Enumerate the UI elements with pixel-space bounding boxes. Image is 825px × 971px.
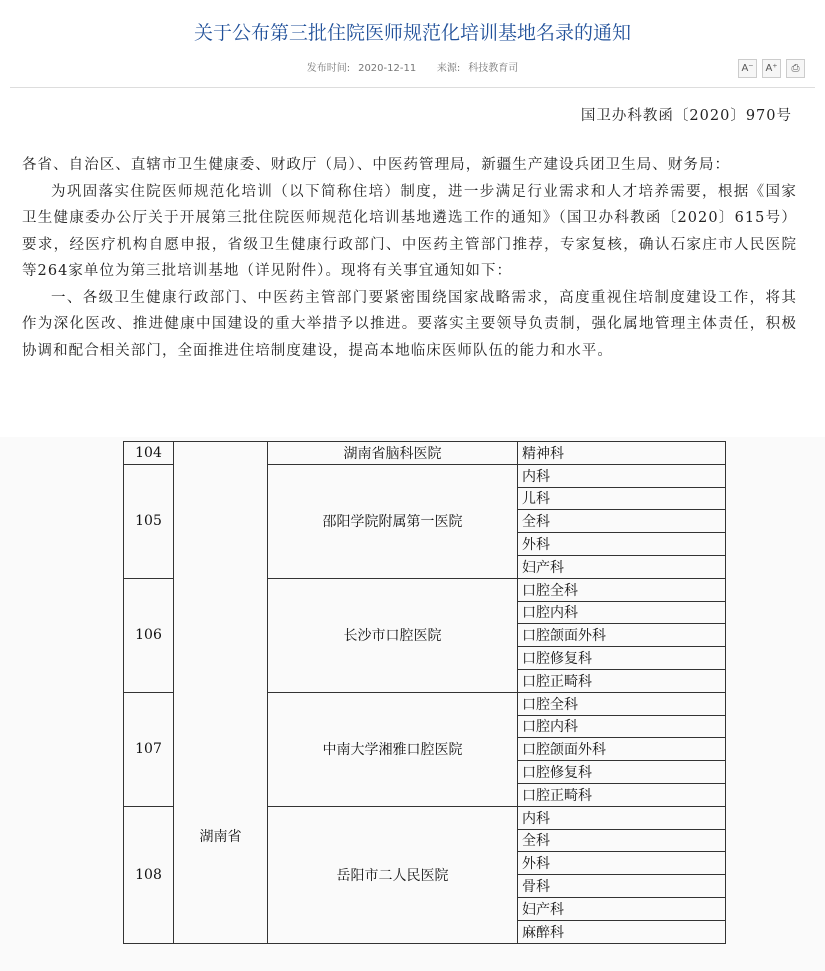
page-title: 关于公布第三批住院医师规范化培训基地名录的通知 — [193, 22, 631, 44]
row-number: 106 — [124, 578, 174, 692]
font-smaller-icon[interactable]: A⁻ — [738, 59, 757, 78]
row-number: 107 — [124, 692, 174, 806]
hospital-name: 邵阳学院附属第一医院 — [268, 464, 518, 578]
base-list-table — [123, 441, 726, 944]
divider — [10, 87, 815, 88]
source-label: 来源: — [436, 63, 461, 74]
department: 口腔全科 — [518, 692, 726, 715]
hospital-name: 长沙市口腔医院 — [268, 578, 518, 692]
hospital-name: 湖南省脑科医院 — [268, 442, 518, 465]
row-number: 108 — [124, 806, 174, 943]
department: 全科 — [518, 829, 726, 852]
row-number: 104 — [124, 442, 174, 465]
doc-number: 国卫办科教函〔2020〕970号 — [580, 108, 792, 124]
department: 口腔全科 — [518, 578, 726, 601]
department: 口腔内科 — [518, 715, 726, 738]
department: 口腔颌面外科 — [518, 738, 726, 761]
department: 口腔内科 — [518, 601, 726, 624]
department: 外科 — [518, 852, 726, 875]
department: 外科 — [518, 533, 726, 556]
hospital-name: 岳阳市二人民医院 — [268, 806, 518, 943]
article-body — [22, 152, 797, 364]
department: 口腔正畸科 — [518, 669, 726, 692]
department: 口腔修复科 — [518, 647, 726, 670]
department: 口腔正畸科 — [518, 783, 726, 806]
department: 儿科 — [518, 487, 726, 510]
section-one-paragraph: 一、各级卫生健康行政部门、中医药主管部门要紧密围绕国家战略需求，高度重视住培制度建设工作，将其作为深化医改、推进健康中国建设的重大举措予以推进。要落实主要领导负责制，强化属地管理主体责任，积极协调和配合相关部门，全面推进住培制度建设，提高本地临床医师队伍的能力和水平。 — [22, 289, 797, 359]
salutation-paragraph: 各省、自治区、直辖市卫生健康委、财政厅（局）、中医药管理局，新疆生产建设兵团卫生局、财务局： — [22, 157, 731, 173]
publish-date: 2020-12-11 — [358, 63, 417, 74]
department: 内科 — [518, 806, 726, 829]
department: 精神科 — [518, 442, 726, 465]
hospital-name: 中南大学湘雅口腔医院 — [268, 692, 518, 806]
date-label: 发布时间: — [306, 63, 351, 74]
department: 麻醉科 — [518, 920, 726, 943]
province-cell: 湖南省 — [174, 442, 268, 944]
publish-source: 科技教育司 — [468, 63, 519, 74]
department: 内科 — [518, 464, 726, 487]
print-icon[interactable]: ⎙ — [786, 59, 805, 78]
toolbar — [738, 59, 805, 78]
department: 妇产科 — [518, 555, 726, 578]
font-larger-icon[interactable]: A⁺ — [762, 59, 781, 78]
table-row — [124, 442, 726, 465]
publish-meta — [0, 59, 825, 74]
department: 口腔颌面外科 — [518, 624, 726, 647]
department: 全科 — [518, 510, 726, 533]
attachment-image — [0, 437, 825, 971]
row-number: 105 — [124, 464, 174, 578]
department: 骨科 — [518, 875, 726, 898]
department: 妇产科 — [518, 897, 726, 920]
department: 口腔修复科 — [518, 761, 726, 784]
intro-paragraph: 为巩固落实住院医师规范化培训（以下简称住培）制度，进一步满足行业需求和人才培养需要，根据《国家卫生健康委办公厅关于开展第三批住院医师规范化培训基地遴选工作的通知》（国卫办科教函〔2020〕615号）要求，经医疗机构自愿申报，省级卫生健康行政部门、中医药主管部门推荐，专家复核，确认石家庄市人民医院等264家单位为第三批培训基地（详见附件）。现将有关事宜通知如下： — [22, 183, 797, 279]
